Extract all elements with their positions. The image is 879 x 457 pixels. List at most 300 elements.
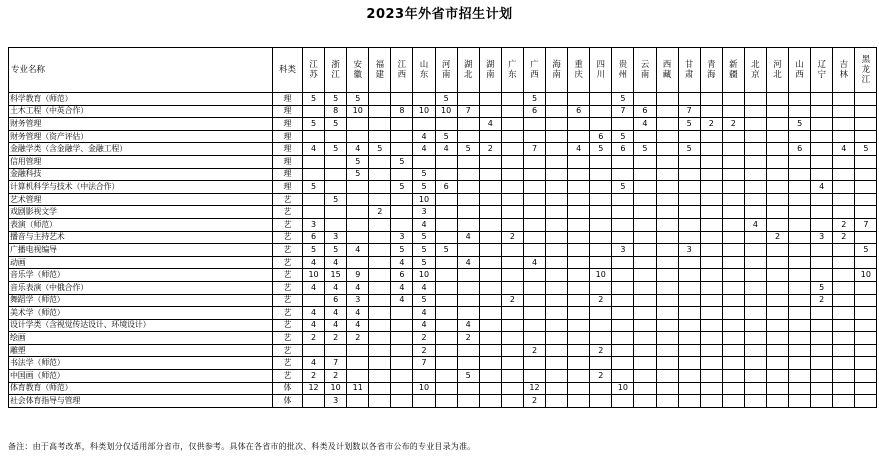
quota-cell: 2	[523, 344, 545, 357]
quota-cell	[811, 357, 833, 370]
quota-cell	[833, 206, 855, 219]
quota-cell	[546, 105, 568, 118]
quota-cell	[590, 181, 612, 194]
table-row	[9, 382, 877, 395]
quota-cell	[568, 344, 590, 357]
quota-cell: 4	[479, 118, 501, 131]
quota-cell	[523, 118, 545, 131]
quota-cell	[722, 319, 744, 332]
quota-cell	[501, 344, 523, 357]
quota-cell	[855, 281, 877, 294]
quota-cell: 2	[590, 294, 612, 307]
quota-cell	[435, 344, 457, 357]
quota-cell: 4	[325, 256, 347, 269]
quota-cell	[766, 118, 788, 131]
table-row	[9, 256, 877, 269]
quota-cell	[678, 155, 700, 168]
quota-cell	[722, 244, 744, 257]
quota-cell	[479, 382, 501, 395]
subject-cell: 理	[273, 130, 303, 143]
quota-cell	[789, 294, 811, 307]
quota-cell: 4	[347, 244, 369, 257]
quota-cell	[678, 218, 700, 231]
quota-cell	[391, 395, 413, 408]
quota-cell	[501, 281, 523, 294]
quota-cell	[700, 344, 722, 357]
quota-cell	[435, 307, 457, 320]
quota-cell: 2	[766, 231, 788, 244]
quota-cell	[325, 168, 347, 181]
major-name-cell: 音乐表演（中俄合作）	[9, 281, 273, 294]
quota-cell	[546, 269, 568, 282]
quota-cell	[369, 256, 391, 269]
province-name: 山西	[795, 60, 804, 80]
subject-cell: 艺	[273, 357, 303, 370]
quota-cell	[855, 231, 877, 244]
quota-cell	[369, 93, 391, 106]
table-row	[9, 130, 877, 143]
quota-cell	[656, 206, 678, 219]
province-name: 吉林	[839, 60, 849, 80]
quota-cell	[546, 395, 568, 408]
quota-cell: 5	[413, 256, 435, 269]
quota-cell	[833, 256, 855, 269]
quota-cell	[744, 118, 766, 131]
quota-cell	[413, 370, 435, 383]
quota-cell	[656, 256, 678, 269]
quota-cell	[391, 370, 413, 383]
quota-cell: 4	[413, 130, 435, 143]
quota-cell	[833, 244, 855, 257]
quota-cell: 4	[457, 256, 479, 269]
quota-cell	[369, 244, 391, 257]
quota-cell	[435, 395, 457, 408]
quota-cell: 6	[568, 105, 590, 118]
quota-cell	[766, 181, 788, 194]
quota-cell	[678, 231, 700, 244]
quota-cell	[501, 269, 523, 282]
quota-cell: 2	[303, 332, 325, 345]
quota-cell	[678, 93, 700, 106]
quota-cell	[479, 307, 501, 320]
quota-cell	[369, 319, 391, 332]
province-name: 云南	[640, 60, 650, 80]
quota-cell	[744, 269, 766, 282]
quota-cell	[391, 344, 413, 357]
quota-cell	[303, 155, 325, 168]
subject-cell: 艺	[273, 319, 303, 332]
quota-cell	[369, 344, 391, 357]
quota-cell	[833, 370, 855, 383]
quota-cell	[435, 168, 457, 181]
quota-cell: 2	[303, 370, 325, 383]
quota-cell	[855, 256, 877, 269]
major-name-cell: 财务管理	[9, 118, 273, 131]
quota-cell	[855, 307, 877, 320]
quota-cell	[833, 281, 855, 294]
quota-cell	[391, 118, 413, 131]
quota-cell: 4	[391, 281, 413, 294]
quota-cell	[523, 332, 545, 345]
quota-cell	[501, 244, 523, 257]
quota-cell	[656, 143, 678, 156]
quota-cell	[546, 256, 568, 269]
page-title: 2023年外省市招生计划	[366, 7, 513, 22]
quota-cell	[634, 155, 656, 168]
quota-cell	[722, 206, 744, 219]
quota-cell	[722, 395, 744, 408]
quota-cell	[457, 118, 479, 131]
quota-cell: 3	[325, 231, 347, 244]
province-column-header	[501, 48, 523, 93]
quota-cell	[435, 206, 457, 219]
quota-cell	[833, 130, 855, 143]
quota-cell: 2	[523, 395, 545, 408]
quota-cell	[722, 93, 744, 106]
quota-cell	[347, 181, 369, 194]
quota-cell	[855, 181, 877, 194]
quota-cell	[501, 206, 523, 219]
quota-cell	[634, 281, 656, 294]
quota-cell	[766, 93, 788, 106]
quota-cell	[325, 155, 347, 168]
province-name: 浙江	[331, 60, 340, 80]
quota-cell	[523, 181, 545, 194]
quota-cell	[523, 168, 545, 181]
quota-cell	[700, 181, 722, 194]
province-column-header	[766, 48, 788, 93]
quota-cell	[369, 370, 391, 383]
table-row	[9, 193, 877, 206]
major-name-cell: 表演（师范）	[9, 218, 273, 231]
subject-cell: 艺	[273, 307, 303, 320]
province-name: 新疆	[729, 60, 738, 80]
quota-cell	[325, 206, 347, 219]
quota-cell	[347, 118, 369, 131]
quota-cell	[678, 256, 700, 269]
quota-cell: 4	[435, 143, 457, 156]
quota-cell	[325, 218, 347, 231]
quota-cell	[678, 193, 700, 206]
table-row	[9, 181, 877, 194]
quota-cell	[369, 332, 391, 345]
quota-cell: 7	[855, 218, 877, 231]
quota-cell	[590, 231, 612, 244]
quota-cell	[590, 281, 612, 294]
quota-cell	[479, 395, 501, 408]
quota-cell	[744, 181, 766, 194]
quota-cell	[722, 307, 744, 320]
quota-cell	[391, 193, 413, 206]
quota-cell	[457, 181, 479, 194]
quota-cell	[457, 218, 479, 231]
quota-cell	[789, 269, 811, 282]
quota-cell: 7	[413, 357, 435, 370]
quota-cell	[435, 294, 457, 307]
quota-cell	[678, 382, 700, 395]
table-row	[9, 206, 877, 219]
subject-cell: 艺	[273, 344, 303, 357]
quota-cell	[457, 193, 479, 206]
quota-cell: 5	[303, 181, 325, 194]
quota-cell: 4	[303, 307, 325, 320]
quota-cell	[722, 130, 744, 143]
quota-cell	[369, 357, 391, 370]
quota-cell	[590, 307, 612, 320]
quota-cell	[700, 93, 722, 106]
quota-cell: 10	[413, 105, 435, 118]
subject-cell: 理	[273, 118, 303, 131]
quota-cell	[479, 231, 501, 244]
quota-cell	[546, 319, 568, 332]
quota-cell: 5	[391, 155, 413, 168]
quota-cell	[590, 168, 612, 181]
major-name-cell: 雕塑	[9, 344, 273, 357]
quota-cell: 2	[325, 332, 347, 345]
quota-cell	[612, 155, 634, 168]
quota-cell	[457, 281, 479, 294]
quota-cell	[568, 168, 590, 181]
quota-cell: 5	[413, 181, 435, 194]
quota-cell	[479, 269, 501, 282]
quota-cell	[391, 382, 413, 395]
quota-cell	[546, 206, 568, 219]
quota-cell	[833, 382, 855, 395]
quota-cell	[457, 395, 479, 408]
quota-cell: 3	[678, 244, 700, 257]
quota-cell	[634, 344, 656, 357]
quota-cell: 2	[811, 294, 833, 307]
quota-cell	[678, 307, 700, 320]
subject-cell: 体	[273, 382, 303, 395]
table-row	[9, 269, 877, 282]
quota-cell	[457, 344, 479, 357]
quota-cell	[722, 143, 744, 156]
quota-cell	[546, 307, 568, 320]
quota-cell	[501, 193, 523, 206]
quota-cell	[634, 357, 656, 370]
quota-cell	[391, 307, 413, 320]
province-name: 辽宁	[817, 60, 826, 80]
quota-cell	[833, 319, 855, 332]
province-name: 黑龙江	[861, 55, 871, 85]
quota-cell: 5	[435, 244, 457, 257]
quota-cell: 3	[612, 244, 634, 257]
quota-cell	[766, 344, 788, 357]
quota-cell	[523, 269, 545, 282]
quota-cell	[744, 105, 766, 118]
quota-cell	[303, 130, 325, 143]
quota-cell	[766, 218, 788, 231]
quota-cell	[590, 256, 612, 269]
quota-cell	[744, 382, 766, 395]
quota-cell	[789, 193, 811, 206]
quota-cell	[722, 281, 744, 294]
quota-cell	[523, 231, 545, 244]
province-column-header	[479, 48, 501, 93]
quota-cell	[678, 370, 700, 383]
quota-cell	[833, 93, 855, 106]
quota-cell	[789, 244, 811, 257]
quota-cell	[546, 93, 568, 106]
province-column-header	[347, 48, 369, 93]
quota-cell	[634, 168, 656, 181]
quota-cell	[303, 294, 325, 307]
table-row	[9, 218, 877, 231]
quota-cell	[656, 181, 678, 194]
quota-cell	[457, 244, 479, 257]
quota-cell	[479, 93, 501, 106]
quota-cell	[700, 395, 722, 408]
quota-cell	[568, 130, 590, 143]
province-column-header	[855, 48, 877, 93]
quota-cell	[855, 105, 877, 118]
quota-cell: 4	[811, 181, 833, 194]
quota-cell	[722, 382, 744, 395]
province-name: 安徽	[353, 60, 362, 80]
quota-cell	[391, 93, 413, 106]
quota-cell: 4	[303, 256, 325, 269]
quota-cell	[766, 269, 788, 282]
province-column-header	[789, 48, 811, 93]
quota-cell	[811, 244, 833, 257]
province-column-header	[457, 48, 479, 93]
quota-cell	[656, 281, 678, 294]
quota-cell	[479, 168, 501, 181]
province-column-header	[369, 48, 391, 93]
table-row	[9, 370, 877, 383]
province-name: 广东	[508, 60, 517, 80]
quota-cell	[700, 357, 722, 370]
province-column-header	[523, 48, 545, 93]
quota-cell	[722, 168, 744, 181]
quota-cell	[855, 395, 877, 408]
quota-cell	[546, 155, 568, 168]
quota-cell	[369, 382, 391, 395]
quota-cell	[656, 344, 678, 357]
province-name: 甘肃	[684, 60, 694, 80]
quota-cell: 5	[303, 118, 325, 131]
quota-cell: 11	[347, 382, 369, 395]
quota-cell	[568, 244, 590, 257]
quota-cell: 10	[413, 269, 435, 282]
quota-cell: 3	[413, 206, 435, 219]
quota-cell: 5	[347, 168, 369, 181]
quota-cell	[744, 206, 766, 219]
quota-cell	[568, 256, 590, 269]
quota-cell: 4	[347, 143, 369, 156]
table-row	[9, 105, 877, 118]
quota-cell	[678, 181, 700, 194]
major-name-cell: 金融学类（含金融学、金融工程）	[9, 143, 273, 156]
quota-cell: 5	[678, 143, 700, 156]
quota-cell	[700, 256, 722, 269]
quota-cell	[700, 206, 722, 219]
quota-cell	[656, 93, 678, 106]
quota-cell: 12	[523, 382, 545, 395]
quota-cell	[546, 168, 568, 181]
province-name: 湖南	[486, 60, 495, 80]
quota-cell	[303, 395, 325, 408]
quota-cell	[744, 344, 766, 357]
quota-cell	[612, 395, 634, 408]
subject-cell: 艺	[273, 206, 303, 219]
quota-cell: 4	[303, 281, 325, 294]
quota-cell	[766, 294, 788, 307]
quota-cell	[612, 269, 634, 282]
table-row	[9, 344, 877, 357]
table-row	[9, 307, 877, 320]
quota-cell	[678, 332, 700, 345]
province-name: 重庆	[574, 60, 583, 80]
quota-cell	[789, 319, 811, 332]
quota-cell	[590, 395, 612, 408]
quota-cell	[590, 218, 612, 231]
quota-cell	[656, 357, 678, 370]
quota-cell: 4	[303, 319, 325, 332]
quota-cell	[325, 344, 347, 357]
quota-cell	[766, 395, 788, 408]
quota-cell: 2	[369, 206, 391, 219]
quota-cell	[744, 193, 766, 206]
province-column-header	[391, 48, 413, 93]
quota-cell	[568, 118, 590, 131]
quota-cell	[546, 294, 568, 307]
quota-cell: 6	[435, 181, 457, 194]
quota-cell	[833, 193, 855, 206]
quota-cell	[369, 395, 391, 408]
quota-cell: 4	[325, 319, 347, 332]
quota-cell	[789, 382, 811, 395]
quota-cell: 10	[347, 105, 369, 118]
quota-cell: 5	[413, 231, 435, 244]
quota-cell: 7	[612, 105, 634, 118]
quota-cell: 10	[303, 269, 325, 282]
quota-cell: 5	[391, 244, 413, 257]
quota-cell	[303, 105, 325, 118]
quota-cell	[833, 332, 855, 345]
quota-cell	[568, 370, 590, 383]
quota-cell	[722, 231, 744, 244]
quota-cell	[634, 244, 656, 257]
subject-cell: 理	[273, 155, 303, 168]
quota-cell: 5	[435, 130, 457, 143]
quota-cell: 10	[590, 269, 612, 282]
quota-cell	[457, 155, 479, 168]
quota-cell: 5	[413, 294, 435, 307]
quota-cell	[479, 181, 501, 194]
quota-cell	[501, 93, 523, 106]
quota-cell	[457, 269, 479, 282]
quota-cell	[568, 193, 590, 206]
quota-cell: 5	[523, 93, 545, 106]
province-name: 海南	[552, 60, 561, 80]
quota-cell	[789, 105, 811, 118]
province-name: 山东	[419, 60, 429, 80]
quota-cell: 2	[325, 370, 347, 383]
quota-cell: 5	[811, 281, 833, 294]
table-row	[9, 93, 877, 106]
table-header-row	[9, 48, 877, 93]
quota-cell	[501, 332, 523, 345]
quota-cell	[369, 294, 391, 307]
quota-cell	[855, 332, 877, 345]
province-column-header	[833, 48, 855, 93]
quota-cell	[369, 307, 391, 320]
quota-cell	[656, 370, 678, 383]
quota-cell	[568, 281, 590, 294]
subject-cell: 艺	[273, 294, 303, 307]
